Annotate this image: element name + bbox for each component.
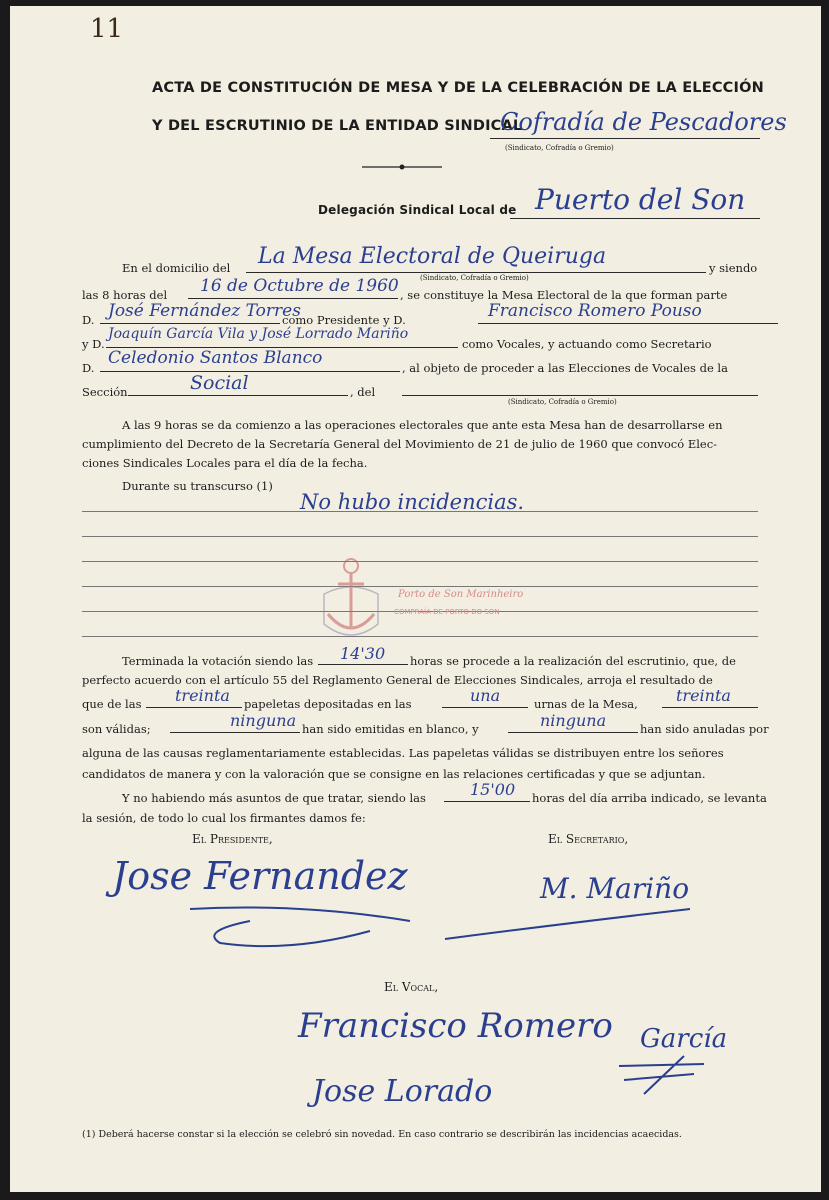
vocal3-flourish (614, 1046, 714, 1100)
title-line-2: Y DEL ESCRUTINIO DE LA ENTIDAD SINDICAL (152, 118, 523, 134)
delegation-label: Delegación Sindical Local de (318, 203, 517, 217)
const-t5: D. (82, 313, 95, 327)
transcurso-value: No hubo incidencias. (300, 490, 525, 514)
vocal2-signature: Jose Lorado (312, 1074, 493, 1109)
scr-a1: Terminada la votación siendo las (122, 654, 314, 668)
const-t1: En el domicilio del (122, 261, 231, 275)
title-ornament (362, 156, 442, 164)
footnote: (1) Deberá hacerse constar si la elección se celebró sin novedad. En caso contrario se describirán las incidencias acaecidas. (82, 1129, 682, 1140)
fecha-value: 16 de Octubre de 1960 (200, 276, 399, 296)
entity-handwritten: Cofradía de Pescadores (500, 108, 787, 136)
presidente-value: José Fernández Torres (108, 301, 301, 321)
scr-papeletas: treinta (175, 686, 230, 705)
para-start-2: cumplimiento del Decreto de la Secretaría General del Movimiento de 21 de julio de 1960 que convocó Elec- (82, 437, 718, 451)
scr-c2: papeletas depositadas en las (244, 697, 412, 711)
const-hint-1: (Sindicato, Cofradía o Gremio) (420, 274, 529, 282)
close-hora: 15'00 (470, 780, 516, 799)
vocal-label: El Vocal, (384, 980, 439, 994)
entity-hint: (Sindicato, Cofradía o Gremio) (505, 144, 614, 152)
stamp-anchor-icon (316, 554, 386, 650)
para-start-1: A las 9 horas se da comienzo a las operaciones electorales que ante esta Mesa han de desarrollarse en (122, 418, 723, 432)
scr-d1: son válidas; (82, 722, 151, 736)
scr-d2: han sido emitidas en blanco, y (302, 722, 479, 736)
seccion-value: Social (190, 372, 249, 394)
para-start-3: ciones Sindicales Locales para el día de la fecha. (82, 456, 368, 470)
const-t2: y siendo (709, 261, 758, 275)
transcurso-label: Durante su transcurso (1) (122, 479, 273, 493)
const-t12: , del (350, 385, 376, 399)
secretario-flourish (440, 904, 700, 948)
const-t9: D. (82, 361, 95, 375)
scr-blanco: ninguna (230, 711, 297, 730)
const-t10: , al objeto de proceder a las Elecciones de Vocales de la (402, 361, 728, 375)
const-hint-2: (Sindicato, Cofradía o Gremio) (508, 398, 617, 406)
presidente-label: El Presidente, (192, 832, 273, 846)
scr-d3: han sido anuladas por (640, 722, 769, 736)
scr-urnas: una (470, 686, 501, 705)
scr-a2: horas se procede a la realización del escrutinio, que, de (410, 654, 736, 668)
scr-c3: urnas de la Mesa, (534, 697, 638, 711)
scr-anuladas: ninguna (540, 711, 607, 730)
scr-f1: candidatos de manera y con la valoración que se consigne en las relaciones certificadas y que se adjuntan. (82, 767, 706, 781)
scr-hora: 14'30 (340, 644, 386, 663)
close-b1: la sesión, de todo lo cual los firmantes damos fe: (82, 811, 366, 825)
scr-e1: alguna de las causas reglamentariamente establecidas. Las papeletas válidas se distribuyen entre los señores (82, 746, 724, 760)
domicilio-value: La Mesa Electoral de Queiruga (258, 244, 607, 269)
secretario-signature: M. Mariño (540, 872, 690, 905)
const-t3: las 8 horas del (82, 288, 168, 302)
document-page (10, 6, 821, 1192)
const-t6: como Presidente y D. (282, 313, 406, 327)
scr-validas: treinta (676, 686, 731, 705)
const-t11: Sección (82, 385, 128, 399)
close-a2: horas del día arriba indicado, se levanta (532, 791, 767, 805)
const-t7: y D. (82, 337, 105, 351)
stamp-line-2: COMPRAÍA DE PORTO DO SON (394, 608, 500, 616)
vocal1-signature: Francisco Romero (298, 1006, 613, 1046)
scr-b1: perfecto acuerdo con el artículo 55 del Reglamento General de Elecciones Sindicales, arroja el resultado de (82, 673, 713, 687)
scr-c1: que de las (82, 697, 142, 711)
secretario-value: Celedonio Santos Blanco (108, 348, 323, 368)
const-t8: como Vocales, y actuando como Secretario (462, 337, 712, 351)
vocal3-signature: García (640, 1024, 728, 1054)
corner-mark: 11 (90, 14, 124, 44)
title-line-1: ACTA DE CONSTITUCIÓN DE MESA Y DE LA CELEBRACIÓN DE LA ELECCIÓN (152, 80, 764, 96)
const-t4: , se constituye la Mesa Electoral de la que forman parte (400, 288, 728, 302)
delegation-value: Puerto del Son (535, 183, 746, 216)
close-a1: Y no habiendo más asuntos de que tratar, siendo las (122, 791, 426, 805)
secretario-label: El Secretario, (548, 832, 629, 846)
vocal1-value: Francisco Romero Pouso (488, 301, 702, 321)
vocales-value: Joaquín García Vila y José Lorrado Mariño (108, 326, 409, 342)
presidente-flourish (180, 901, 420, 955)
stamp-line-1: Porto de Son Marinheiro (398, 589, 524, 600)
presidente-signature: Jose Fernandez (112, 854, 408, 898)
